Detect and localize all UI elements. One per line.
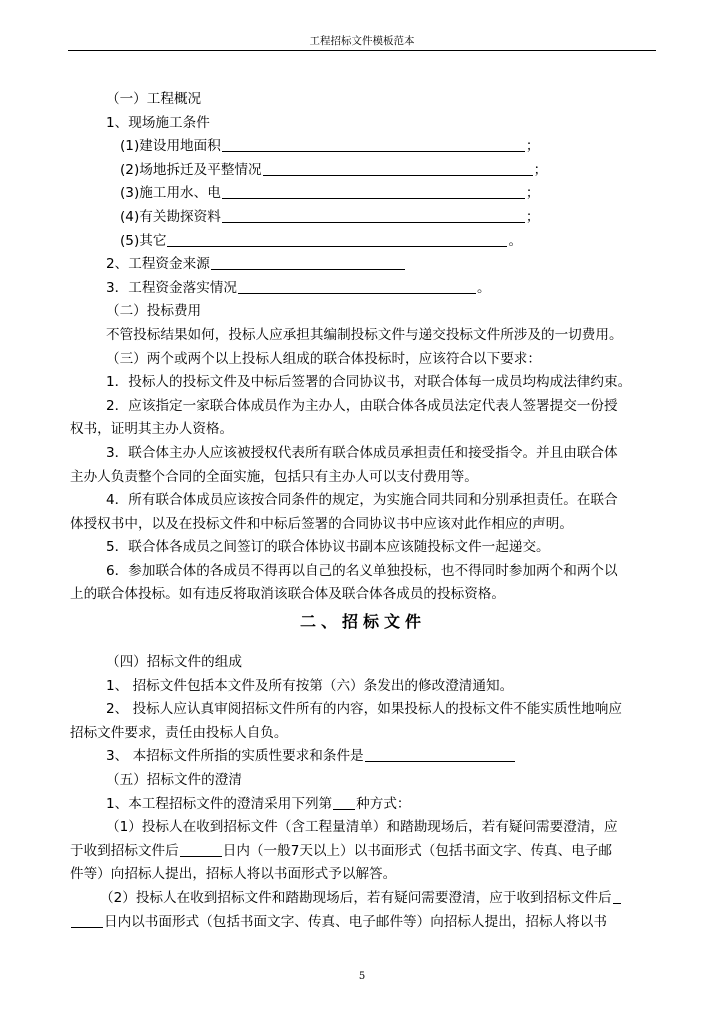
section-heading: （四）招标文件的组成: [106, 654, 242, 671]
paragraph-line: 主办人负责整个合同的全面实施，包括只有主办人可以支付费用等。: [70, 468, 478, 485]
paragraph-line: 上的联合体投标。如有违反将取消该联合体及联合体各成员的投标资格。: [70, 586, 505, 603]
blank-field: [71, 912, 103, 928]
list-item: 3．工程资金落实情况 。: [106, 279, 491, 296]
blank-field: [222, 207, 525, 223]
paragraph-line: （2）投标人在收到招标文件和踏勘现场后，若有疑问需要澄清，应于收到招标文件后: [70, 887, 656, 911]
paragraph-line: 权书，证明其主办人资格。: [70, 421, 234, 438]
list-item: (1)建设用地面积 ；: [120, 138, 540, 155]
section-heading: （三）两个或两个以上投标人组成的联合体投标时，应该符合以下要求：: [106, 350, 541, 367]
list-item: (4)有关勘探资料 ；: [120, 208, 540, 225]
blank-field: [365, 746, 515, 762]
page-number: 5: [358, 971, 366, 982]
list-item: 3、 本招标文件所指的实质性要求和条件是: [70, 745, 656, 769]
list-item: 1、本工程招标文件的澄清采用下列第 种方式：: [106, 795, 411, 812]
list-item: 1、现场施工条件: [106, 114, 210, 131]
blank-field: [333, 794, 355, 810]
paragraph-line: （1）投标人在收到招标文件（含工程量清单）和踏勘现场后，若有疑问需要澄清，应: [106, 819, 618, 836]
paragraph-line: 件等）向招标人提出，招标人将以书面形式予以解答。: [70, 866, 397, 883]
paragraph-line: 不管投标结果如何，投标人应承担其编制投标文件与递交投标文件所涉及的一切费用。: [106, 326, 623, 343]
document-body: [70, 88, 656, 934]
blank-field: [222, 136, 525, 152]
list-item: 2、工程资金来源: [70, 253, 656, 277]
paragraph-line: 6．参加联合体的各成员不得再以自己的名义单独投标，也不得同时参加两个和两个以: [106, 562, 618, 579]
paragraph-line: 日内以书面形式（包括书面文字、传真、电子邮件等）向招标人提出，招标人将以书: [70, 911, 656, 935]
blank-field: [167, 231, 507, 247]
paragraph-line: 5．联合体各成员之间签订的联合体协议书副本应该随投标文件一起递交。: [106, 539, 550, 556]
paragraph-line: 2．应该指定一家联合体成员作为主办人，由联合体各成员法定代表人签署提交一份授: [106, 397, 618, 414]
list-item: (5)其它 。: [120, 232, 523, 249]
list-item: 1、 招标文件包括本文件及所有按第（六）条发出的修改澄清通知。: [106, 677, 514, 694]
paragraph-line: 体授权书中，以及在投标文件和中标后签署的合同协议书中应该对此作相应的声明。: [70, 515, 573, 532]
blank-field: [180, 841, 222, 857]
paragraph-line: 于收到招标文件后 日内（一般7天以上）以书面形式（包括书面文字、传真、电子邮: [70, 842, 613, 859]
paragraph-line: 1．投标人的投标文件及中标后签署的合同协议书，对联合体每一成员均构成法律约束。: [106, 374, 632, 391]
list-item: (2)场地拆迁及平整情况 ；: [120, 161, 548, 178]
section-heading: （二）投标费用: [106, 303, 202, 320]
paragraph-line: 3．联合体主办人应该被授权代表所有联合体成员承担责任和接受指令。并且由联合体: [106, 444, 618, 461]
spacer: [70, 641, 656, 651]
list-item: (3)施工用水、电 ；: [120, 185, 540, 202]
list-item: 2、 投标人应认真审阅招标文件所有的内容，如果投标人的投标文件不能实质性地响应: [106, 701, 622, 718]
page-header: [68, 32, 656, 51]
blank-field: [263, 160, 533, 176]
blank-field: [222, 183, 525, 199]
paragraph-line: 4．所有联合体成员应该按合同条件的规定，为实施合同共同和分别承担责任。在联合: [106, 492, 618, 509]
section-heading: （一）工程概况: [106, 91, 202, 107]
blank-field: [211, 254, 405, 270]
section-heading: （五）招标文件的澄清: [106, 772, 242, 789]
blank-field: [238, 278, 476, 294]
header-title: 工程招标文件模板范本: [309, 35, 415, 47]
paragraph-line: 招标文件要求，责任由投标人自负。: [70, 724, 288, 741]
chapter-title: 二、招标文件: [299, 612, 426, 632]
blank-field: [613, 888, 621, 904]
